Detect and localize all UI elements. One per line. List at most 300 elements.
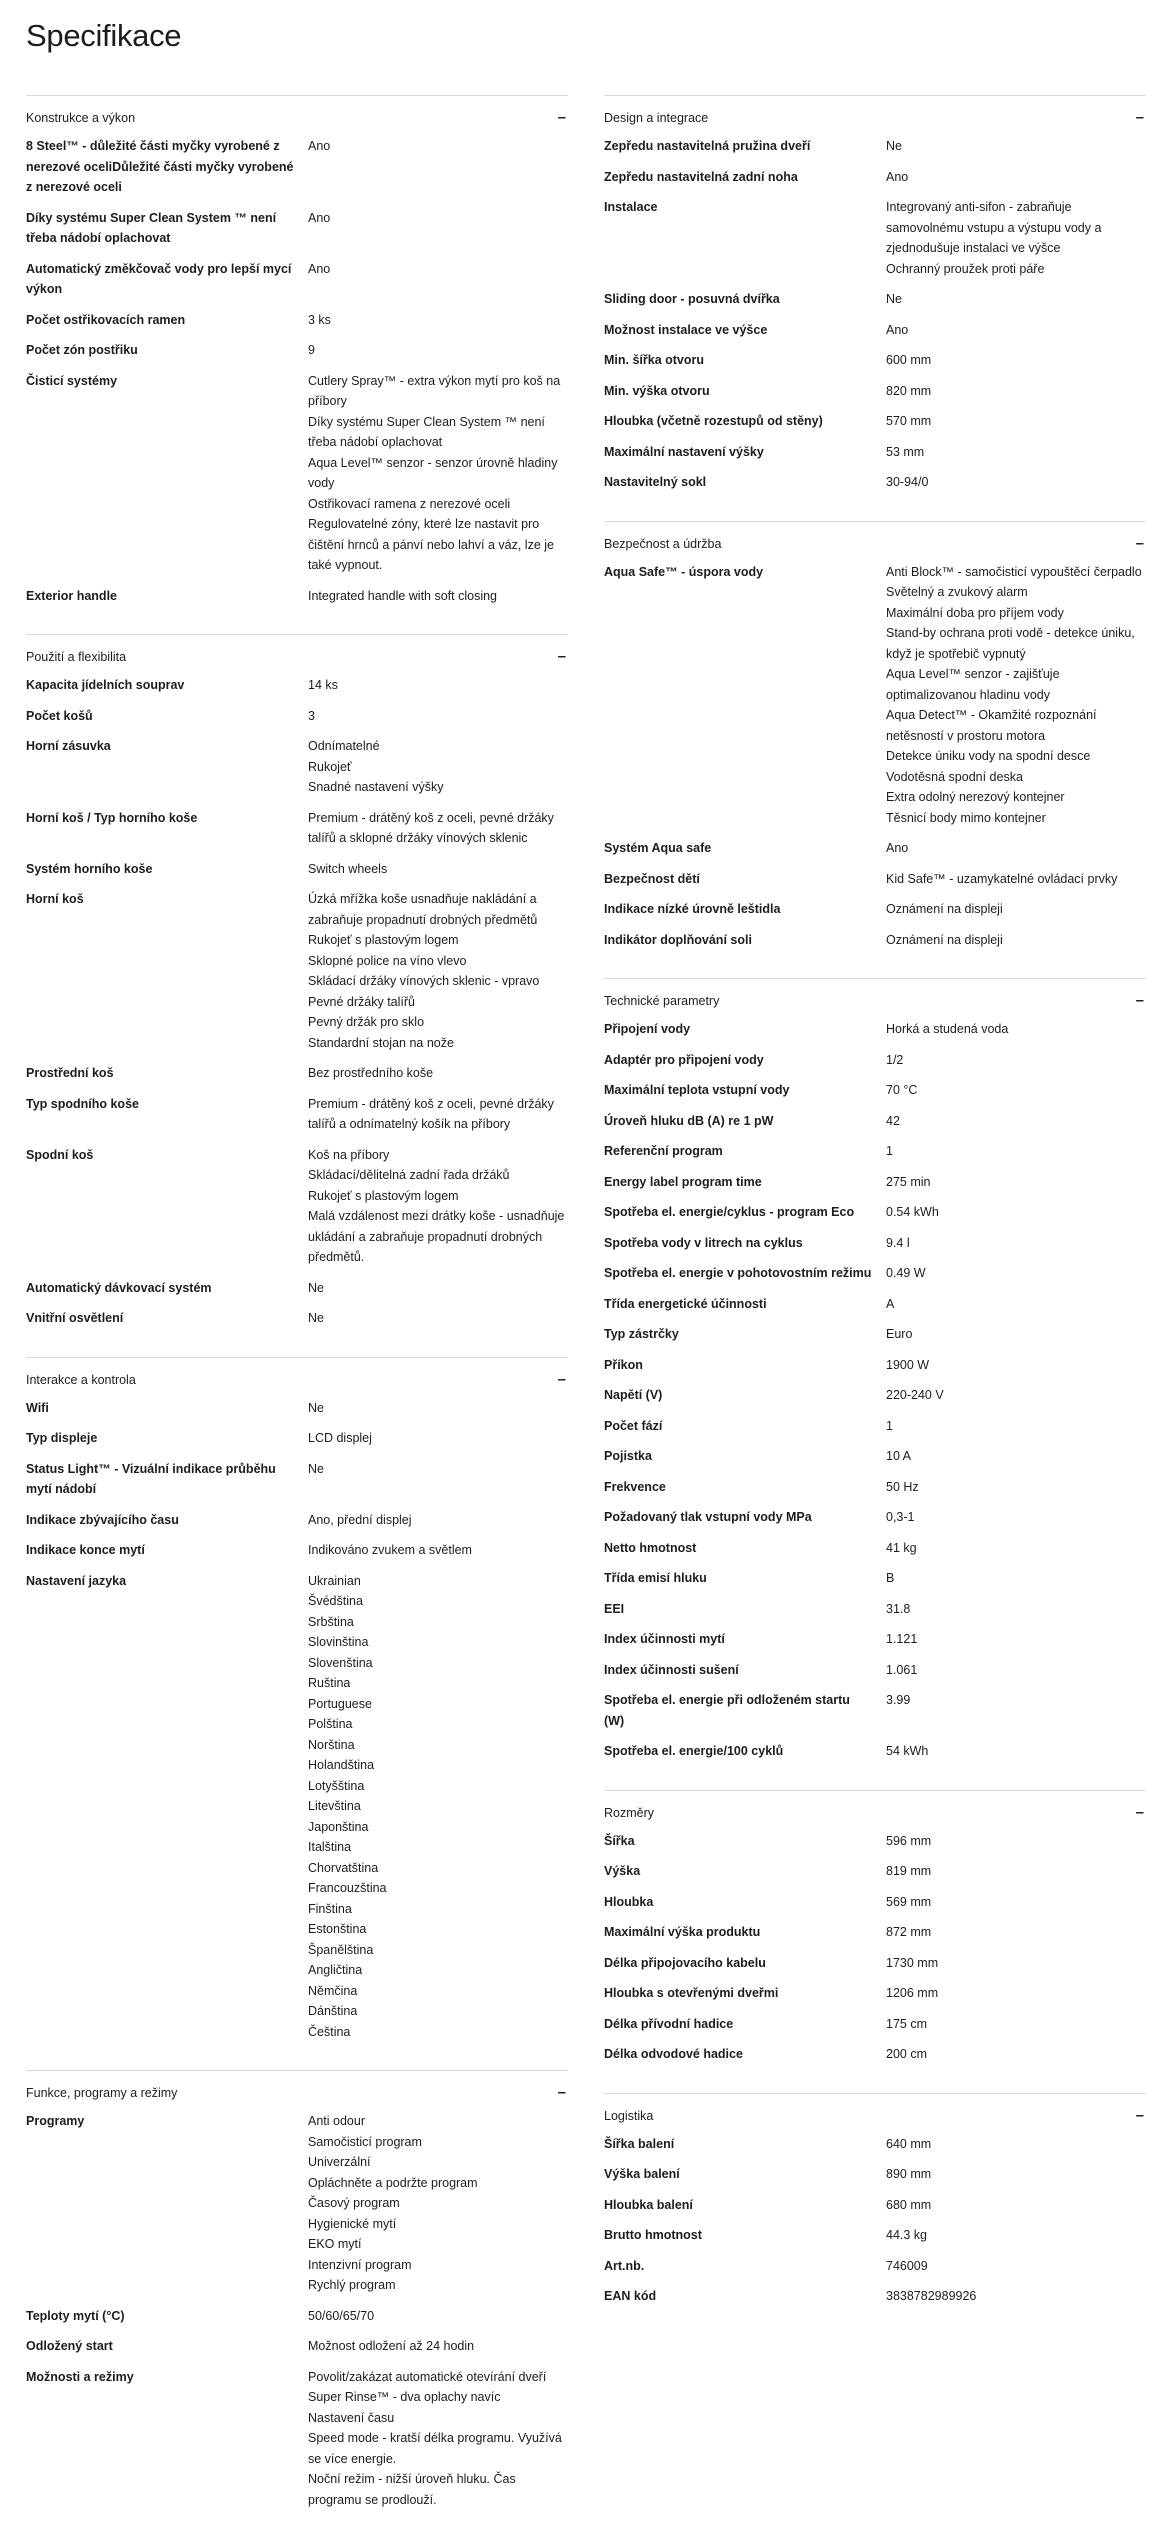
spec-value-line: Aqua Level™ senzor - senzor úrovně hladiny vody	[308, 455, 558, 490]
spec-value	[886, 472, 1146, 493]
spec-value-line: Horká a studená voda	[886, 1022, 1009, 1036]
spec-label: Odložený start	[26, 2339, 113, 2353]
spec-value	[886, 1355, 1146, 1376]
spec-row	[26, 208, 568, 249]
spec-section-technicke-parametry	[604, 978, 1146, 1762]
spec-label: Šířka balení	[604, 2136, 675, 2151]
spec-row	[604, 442, 1146, 463]
spec-row	[604, 1202, 1146, 1223]
spec-label: Hloubka	[604, 1894, 654, 1909]
spec-column-left	[26, 95, 568, 2538]
spec-row	[604, 1922, 1146, 1943]
spec-value-line: 220-240 V	[886, 1388, 944, 1402]
spec-row	[604, 1861, 1146, 1882]
spec-value	[886, 1446, 1146, 1467]
spec-label: Referenční program	[604, 1144, 723, 1158]
spec-value	[308, 859, 568, 880]
spec-section-logistika	[604, 2093, 1146, 2307]
spec-value	[886, 838, 1146, 859]
spec-row	[26, 808, 568, 849]
spec-value	[886, 2225, 1146, 2246]
spec-row	[604, 1172, 1146, 1193]
spec-value	[886, 1660, 1146, 1681]
spec-row	[26, 2336, 568, 2357]
spec-row	[26, 310, 568, 331]
spec-value	[886, 1294, 1146, 1315]
spec-value	[308, 259, 568, 300]
spec-value	[308, 2111, 568, 2296]
minus-icon[interactable]: –	[1135, 1803, 1144, 1821]
section-title: Použití a flexibilita	[26, 650, 127, 664]
spec-value-line: 14 ks	[308, 678, 338, 692]
spec-value-line: 53 mm	[886, 444, 925, 459]
spec-value-line: Ostřikovací ramena z nerezové oceli	[308, 496, 511, 511]
spec-label: Maximální nastavení výšky	[604, 444, 764, 459]
spec-row	[604, 1892, 1146, 1913]
spec-row	[604, 2286, 1146, 2307]
spec-value-line: Ano, přední displej	[308, 1512, 412, 1527]
spec-value	[886, 350, 1146, 371]
spec-value-line: 30-94/0	[886, 475, 929, 489]
spec-value-line: A	[886, 1296, 895, 1311]
spec-value-line: Univerzální	[308, 2155, 371, 2169]
spec-row	[26, 586, 568, 607]
spec-label: Index účinnosti sušení	[604, 1662, 739, 1677]
spec-value	[886, 1416, 1146, 1437]
spec-row	[26, 1094, 568, 1135]
spec-row	[604, 320, 1146, 341]
spec-row	[26, 859, 568, 880]
spec-label: Napětí (V)	[604, 1388, 663, 1402]
minus-icon[interactable]: –	[1135, 2106, 1144, 2124]
spec-value-line: 42	[886, 1113, 900, 1128]
spec-value-line: Detekce úniku vody na spodní desce	[886, 749, 1091, 763]
spec-value	[886, 2256, 1146, 2277]
spec-value-line: Portuguese	[308, 1696, 372, 1711]
spec-value-line: 9	[308, 343, 315, 357]
spec-value	[886, 899, 1146, 920]
spec-label: Automatický dávkovací systém	[26, 1280, 212, 1295]
spec-row	[604, 1599, 1146, 1620]
spec-row	[604, 167, 1146, 188]
spec-row	[26, 2306, 568, 2327]
spec-value	[308, 1571, 568, 2043]
spec-row	[26, 1063, 568, 1084]
spec-row	[604, 136, 1146, 157]
spec-label: Požadovaný tlak vstupní vody MPa	[604, 1510, 812, 1524]
spec-value	[886, 1385, 1146, 1406]
spec-value-line: Lotyšština	[308, 1778, 365, 1793]
spec-label: Prostřední koš	[26, 1066, 114, 1080]
spec-label: EEI	[604, 1601, 625, 1616]
spec-section-rozmery	[604, 1790, 1146, 2065]
spec-label: Min. šířka otvoru	[604, 353, 705, 367]
minus-icon[interactable]: –	[1135, 109, 1144, 126]
spec-value-line: 44.3 kg	[886, 2228, 928, 2242]
spec-row	[604, 1629, 1146, 1650]
spec-label: Pojistka	[604, 1449, 652, 1463]
spec-label: Zepředu nastavitelná zadní noha	[604, 169, 798, 184]
spec-value	[308, 1094, 568, 1135]
spec-value	[886, 562, 1146, 829]
spec-label: Třída energetické účinnosti	[604, 1296, 767, 1311]
spec-value	[308, 706, 568, 727]
spec-value	[308, 2336, 568, 2357]
minus-icon[interactable]: –	[557, 648, 566, 665]
minus-icon[interactable]: –	[1135, 534, 1144, 552]
spec-value-line: Ne	[308, 1280, 324, 1295]
spec-value	[886, 2134, 1146, 2155]
spec-row	[604, 1080, 1146, 1101]
spec-row	[26, 1398, 568, 1419]
spec-label: Maximální výška produktu	[604, 1925, 761, 1939]
spec-row	[604, 1690, 1146, 1731]
spec-value	[308, 1308, 568, 1329]
spec-label: Připojení vody	[604, 1022, 691, 1036]
spec-row	[604, 1446, 1146, 1467]
section-title: Design a integrace	[604, 111, 709, 125]
spec-value-line: Španělština	[308, 1942, 374, 1957]
spec-column-right	[604, 95, 1146, 2335]
spec-value-line: EKO mytí	[308, 2237, 362, 2251]
spec-value-line: Chorvatština	[308, 1860, 379, 1875]
spec-row	[604, 2044, 1146, 2065]
spec-label: Počet košů	[26, 708, 93, 723]
spec-row	[604, 2014, 1146, 2035]
spec-value-line: Těsnicí body mimo kontejner	[886, 810, 1046, 825]
spec-value-line: Úzká mřížka koše usnadňuje nakládání a zabraňuje propadnutí drobných předmětů	[308, 892, 538, 927]
section-toggle[interactable]	[26, 110, 568, 126]
section-title: Funkce, programy a režimy	[26, 2086, 178, 2100]
spec-label: Délka připojovacího kabelu	[604, 1955, 766, 1970]
spec-row	[604, 2256, 1146, 2277]
spec-value-line: Povolit/zakázat automatické otevírání dveří	[308, 2369, 547, 2384]
section-toggle[interactable]	[604, 110, 1146, 126]
spec-value-line: 0.54 kWh	[886, 1205, 939, 1219]
spec-row	[604, 1416, 1146, 1437]
spec-label: Min. výška otvoru	[604, 383, 710, 398]
spec-row	[604, 1263, 1146, 1284]
spec-value-line: 1	[886, 1418, 893, 1433]
spec-label: Výška	[604, 1864, 641, 1878]
spec-value-line: Kid Safe™ - uzamykatelné ovládací prvky	[886, 871, 1118, 886]
section-title: Logistika	[604, 2108, 654, 2123]
spec-value	[886, 2014, 1146, 2035]
section-toggle[interactable]	[604, 536, 1146, 552]
spec-value	[886, 930, 1146, 951]
spec-row	[604, 1953, 1146, 1974]
spec-label: Výška balení	[604, 2167, 680, 2181]
spec-label: Úroveň hluku dB (A) re 1 pW	[604, 1113, 774, 1128]
spec-label: Spotřeba el. energie/cyklus - program Eco	[604, 1205, 855, 1219]
spec-value-line: Anti odour	[308, 2114, 365, 2128]
spec-label: Hloubka balení	[604, 2197, 693, 2212]
spec-value-line: Oznámení na displeji	[886, 902, 1003, 916]
spec-label: Počet zón postřiku	[26, 343, 138, 357]
spec-value-line: Hygienické mytí	[308, 2216, 397, 2231]
spec-label: Instalace	[604, 200, 658, 214]
spec-row	[604, 1983, 1146, 2004]
spec-value	[886, 411, 1146, 432]
spec-value-line: Ano	[886, 841, 909, 855]
spec-value-line: Ne	[886, 139, 902, 153]
spec-value-line: Norština	[308, 1737, 355, 1752]
spec-value-line: Rukojeť	[308, 759, 352, 774]
spec-value-line: 10 A	[886, 1449, 912, 1463]
spec-label: Indikace nízké úrovně leštidla	[604, 902, 781, 916]
spec-value-line: Italština	[308, 1840, 352, 1854]
spec-value-line: Polština	[308, 1717, 353, 1731]
spec-value	[886, 442, 1146, 463]
spec-value	[886, 1861, 1146, 1882]
spec-value-line: Premium - drátěný koš z oceli, pevné držáky talířů a sklopné držáky vínových sklenic	[308, 810, 554, 845]
spec-value-line: 600 mm	[886, 353, 932, 367]
spec-value	[886, 1690, 1146, 1731]
spec-value-line: Estonština	[308, 1922, 367, 1936]
spec-row	[604, 472, 1146, 493]
spec-value	[886, 320, 1146, 341]
spec-row	[604, 838, 1146, 859]
section-toggle[interactable]	[604, 2108, 1146, 2124]
spec-value	[886, 1080, 1146, 1101]
spec-row	[604, 1831, 1146, 1852]
spec-value-line: Možnost odložení až 24 hodin	[308, 2339, 475, 2353]
spec-value-line: Indikováno zvukem a světlem	[308, 1543, 472, 1557]
spec-value	[308, 889, 568, 1053]
spec-value	[886, 1892, 1146, 1913]
spec-value-line: Francouzština	[308, 1881, 387, 1895]
spec-value-line: 1206 mm	[886, 1986, 939, 2000]
spec-value-line: 1/2	[886, 1052, 904, 1067]
spec-value-line: Slovinština	[308, 1635, 369, 1649]
spec-row	[604, 381, 1146, 402]
minus-icon[interactable]: –	[557, 2084, 566, 2101]
spec-label: Možnosti a režimy	[26, 2369, 134, 2384]
spec-value-line: Maximální doba pro příjem vody	[886, 605, 1064, 620]
spec-label: EAN kód	[604, 2289, 657, 2303]
spec-label: Status Light™ - Vizuální indikace průběhu mytí nádobí	[26, 1461, 276, 1496]
spec-label: Netto hmotnost	[604, 1540, 697, 1555]
spec-value-line: Koš na příbory	[308, 1147, 390, 1162]
spec-section-pouziti-a-flexibilita	[26, 634, 568, 1329]
spec-value	[886, 1538, 1146, 1559]
spec-value	[308, 675, 568, 696]
spec-value-line: Slovenština	[308, 1655, 373, 1670]
spec-value-line: 872 mm	[886, 1925, 932, 1939]
spec-value-line: Speed mode - kratší délka programu. Využívá se více energie.	[308, 2431, 562, 2466]
spec-label: Počet ostřikovacích ramen	[26, 312, 186, 327]
spec-row	[604, 899, 1146, 920]
spec-value	[886, 1831, 1146, 1852]
spec-value	[886, 1507, 1146, 1528]
spec-value-line: Srbština	[308, 1614, 354, 1629]
spec-value-line: Švédština	[308, 1594, 363, 1608]
spec-label: Spotřeba el. energie při odloženém startu (W)	[604, 1693, 850, 1728]
spec-value-line: Premium - drátěný koš z oceli, pevné držáky talířů a odnímatelný košík na příbory	[308, 1096, 554, 1131]
spec-value	[886, 381, 1146, 402]
spec-value	[308, 1063, 568, 1084]
spec-label: Systém Aqua safe	[604, 841, 712, 855]
spec-value-line: 1	[886, 1144, 893, 1158]
spec-value-line: LCD displej	[308, 1431, 372, 1445]
spec-label: Teploty mytí (°C)	[26, 2308, 125, 2323]
spec-row	[604, 1294, 1146, 1315]
spec-row	[604, 350, 1146, 371]
spec-value-line: 31.8	[886, 1601, 911, 1616]
spec-value-line: Euro	[886, 1327, 913, 1341]
spec-value-line: 9.4 l	[886, 1235, 910, 1250]
minus-icon[interactable]: –	[557, 109, 566, 126]
spec-value-line: Světelný a zvukový alarm	[886, 585, 1028, 599]
spec-value-line: Pevný držák pro sklo	[308, 1015, 425, 1029]
spec-value-line: 3 ks	[308, 312, 331, 327]
spec-value	[886, 289, 1146, 310]
spec-value-line: Anti Block™ - samočisticí vypouštěcí čerpadlo	[886, 564, 1142, 579]
spec-value	[308, 736, 568, 798]
spec-section-funkce-programy-a-rezimy	[26, 2070, 568, 2510]
spec-value	[886, 1019, 1146, 1040]
spec-value	[308, 1428, 568, 1449]
section-toggle[interactable]	[26, 1372, 568, 1388]
spec-value-line: Ano	[308, 210, 331, 225]
spec-label: Bezpečnost dětí	[604, 871, 700, 886]
spec-label: Frekvence	[604, 1479, 666, 1494]
spec-value-line: 0.49 W	[886, 1266, 926, 1280]
spec-value-line: Holandština	[308, 1758, 375, 1772]
spec-value	[886, 1629, 1146, 1650]
spec-label: Zepředu nastavitelná pružina dveří	[604, 139, 811, 153]
spec-row	[26, 2111, 568, 2296]
spec-row	[26, 1428, 568, 1449]
spec-value-line: Vodotěsná spodní deska	[886, 769, 1023, 784]
section-title: Rozměry	[604, 1805, 655, 1820]
spec-value-line: 3	[308, 708, 315, 723]
spec-row	[26, 736, 568, 798]
spec-value-line: Rukojeť s plastovým logem	[308, 933, 459, 947]
spec-value-line: Snadné nastavení výšky	[308, 780, 444, 794]
spec-value	[308, 310, 568, 331]
section-toggle[interactable]	[26, 2085, 568, 2101]
spec-label: Typ zástrčky	[604, 1327, 679, 1341]
spec-value	[886, 1953, 1146, 1974]
section-toggle[interactable]	[604, 993, 1146, 1009]
spec-value-line: Stand-by ochrana proti vodě - detekce úniku, když je spotřebič vypnutý	[886, 626, 1135, 661]
spec-value	[308, 136, 568, 198]
spec-row	[26, 1278, 568, 1299]
spec-value-line: 50/60/65/70	[308, 2308, 375, 2323]
spec-value	[308, 340, 568, 361]
spec-value	[886, 2044, 1146, 2065]
spec-row	[604, 2134, 1146, 2155]
spec-value	[886, 1324, 1146, 1345]
spec-value-line: 819 mm	[886, 1864, 932, 1878]
spec-value-line: Ano	[308, 261, 331, 276]
spec-row	[26, 1571, 568, 2043]
spec-label: Art.nb.	[604, 2258, 645, 2273]
spec-section-konstrukce-a-vykon	[26, 95, 568, 606]
spec-value	[308, 2367, 568, 2511]
spec-row	[26, 1145, 568, 1268]
spec-row	[604, 289, 1146, 310]
spec-value	[308, 2306, 568, 2327]
spec-value	[886, 1922, 1146, 1943]
spec-value-line: 3.99	[886, 1693, 911, 1707]
spec-label: Třída emisí hluku	[604, 1571, 707, 1585]
spec-label: Délka přívodní hadice	[604, 2016, 734, 2031]
spec-value	[886, 1141, 1146, 1162]
spec-value-line: Čeština	[308, 2024, 351, 2039]
spec-label: Systém horního koše	[26, 861, 153, 876]
spec-row	[26, 1459, 568, 1500]
spec-value-line: Samočisticí program	[308, 2134, 422, 2149]
spec-value-line: 0,3-1	[886, 1510, 915, 1524]
spec-value	[886, 197, 1146, 279]
minus-icon[interactable]: –	[1135, 992, 1144, 1009]
spec-value-line: Litevština	[308, 1799, 361, 1813]
spec-value	[886, 2195, 1146, 2216]
spec-row	[604, 1507, 1146, 1528]
spec-label: Počet fází	[604, 1418, 663, 1433]
spec-value	[886, 869, 1146, 890]
section-title: Technické parametry	[604, 994, 720, 1008]
spec-row	[26, 1540, 568, 1561]
spec-value	[308, 808, 568, 849]
spec-value-line: Ne	[308, 1311, 324, 1325]
spec-label: Spotřeba el. energie/100 cyklů	[604, 1744, 784, 1758]
spec-row	[604, 1050, 1146, 1071]
section-toggle[interactable]	[26, 649, 568, 665]
spec-label: Exterior handle	[26, 588, 117, 603]
spec-row	[604, 1568, 1146, 1589]
spec-label: Příkon	[604, 1357, 643, 1372]
spec-value-line: 1730 mm	[886, 1955, 939, 1970]
spec-value-line: Ne	[886, 292, 902, 306]
spec-value-line: Angličtina	[308, 1963, 363, 1977]
spec-label: Aqua Safe™ - úspora vody	[604, 564, 764, 579]
section-toggle[interactable]	[604, 1805, 1146, 1821]
spec-label: Možnost instalace ve výšce	[604, 322, 768, 337]
spec-row	[604, 2164, 1146, 2185]
spec-row	[604, 1355, 1146, 1376]
spec-value-line: 680 mm	[886, 2197, 932, 2212]
spec-value-line: Cutlery Spray™ - extra výkon mytí pro koš na příbory	[308, 373, 561, 408]
spec-value-line: Oznámení na displeji	[886, 932, 1003, 947]
spec-value-line: 640 mm	[886, 2136, 932, 2151]
spec-value-line: Ruština	[308, 1676, 351, 1690]
minus-icon[interactable]: –	[557, 1370, 566, 1388]
spec-value-line: Skládací/dělitelná zadní řada držáků	[308, 1168, 510, 1182]
spec-label: Nastavení jazyka	[26, 1573, 127, 1588]
spec-row	[26, 340, 568, 361]
spec-label: Adaptér pro připojení vody	[604, 1052, 764, 1067]
spec-value-line: Aqua Level™ senzor - zajišťuje optimalizovanou hladinu vody	[886, 667, 1060, 702]
spec-value-line: Nastavení času	[308, 2410, 395, 2425]
section-title: Konstrukce a výkon	[26, 111, 136, 125]
spec-value	[886, 2286, 1146, 2307]
spec-value-line: 1.121	[886, 1632, 918, 1646]
spec-value-line: Díky systému Super Clean System ™ není třeba nádobí oplachovat	[308, 414, 545, 449]
spec-value-line: Regulovatelné zóny, které lze nastavit pro čištění hrnců a pánví nebo lahví a váz, lze je také vypnout.	[308, 517, 554, 572]
spec-value-line: Intenzivní program	[308, 2257, 412, 2272]
spec-row	[604, 1019, 1146, 1040]
spec-value-line: 1.061	[886, 1662, 918, 1677]
spec-value	[886, 1172, 1146, 1193]
spec-row	[604, 869, 1146, 890]
spec-label: Brutto hmotnost	[604, 2228, 702, 2242]
spec-value	[308, 1459, 568, 1500]
spec-value-line: Finština	[308, 1901, 352, 1916]
spec-value-line: 41 kg	[886, 1540, 917, 1555]
